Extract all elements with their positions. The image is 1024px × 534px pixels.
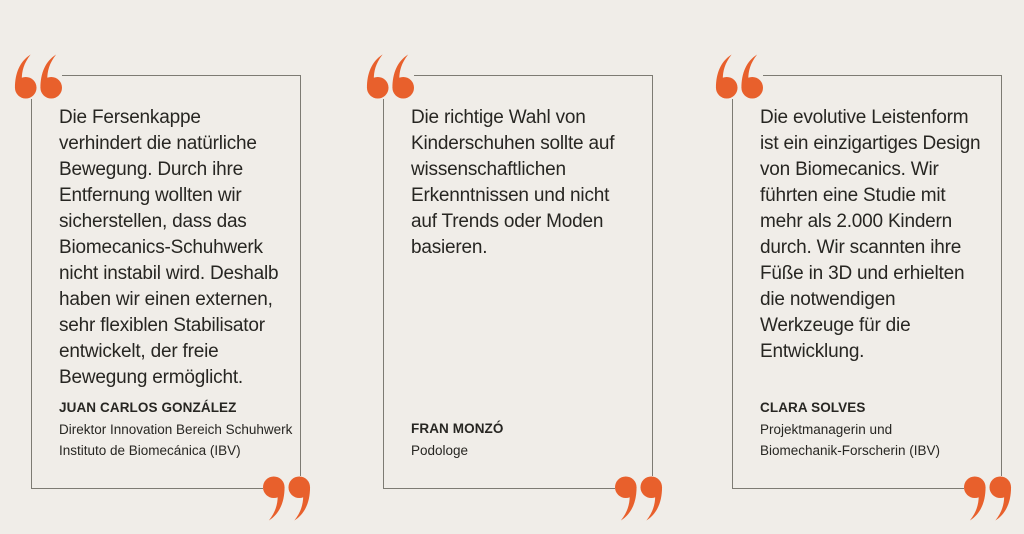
opening-quote-icon xyxy=(365,53,414,99)
opening-quote-icon xyxy=(714,53,763,99)
author-role: Direktor Innovation Bereich Schuhwerk Instituto de Biomecánica (IBV) xyxy=(59,422,293,458)
author-name: FRAN MONZÓ xyxy=(411,421,504,436)
quote-card-clara-solves xyxy=(732,75,1002,489)
author-name: CLARA SOLVES xyxy=(760,400,866,415)
author-role: Projektmanagerin und Biomechanik-Forscherin (IBV) xyxy=(760,422,941,458)
opening-quote-icon xyxy=(13,53,62,99)
closing-quote-icon xyxy=(615,476,664,522)
author-role: Podologe xyxy=(411,443,469,458)
attribution xyxy=(411,419,648,461)
closing-quote-icon xyxy=(964,476,1013,522)
quote-text: Die evolutive Leistenform ist ein einzigartiges Design von Biomecanics. Wir führten eine Studie mit mehr als 2.000 Kindern durch. Wir scannten ihre Füße in 3D und erhielten die notwendigen Werkzeuge für die Entwicklung. xyxy=(760,107,981,362)
quote-text: Die richtige Wahl von Kinderschuhen sollte auf wissenschaftlichen Erkenntnissen und nicht auf Trends oder Moden basieren. xyxy=(411,107,615,258)
attribution xyxy=(760,398,997,461)
quote-card-fran-monzo xyxy=(383,75,653,489)
author-name: JUAN CARLOS GONZÁLEZ xyxy=(59,400,237,415)
closing-quote-icon xyxy=(263,476,312,522)
quote-card-juan-carlos xyxy=(31,75,301,489)
quote-text: Die Fersenkappe verhindert die natürliche Bewegung. Durch ihre Entfernung wollten wir sicherstellen, dass das Biomecanics-Schuhwerk nicht instabil wird. Deshalb haben wir einen externen, sehr flexiblen Stabilisator entwickelt, der freie Bewegung ermöglicht. xyxy=(59,107,279,388)
attribution xyxy=(59,398,296,461)
